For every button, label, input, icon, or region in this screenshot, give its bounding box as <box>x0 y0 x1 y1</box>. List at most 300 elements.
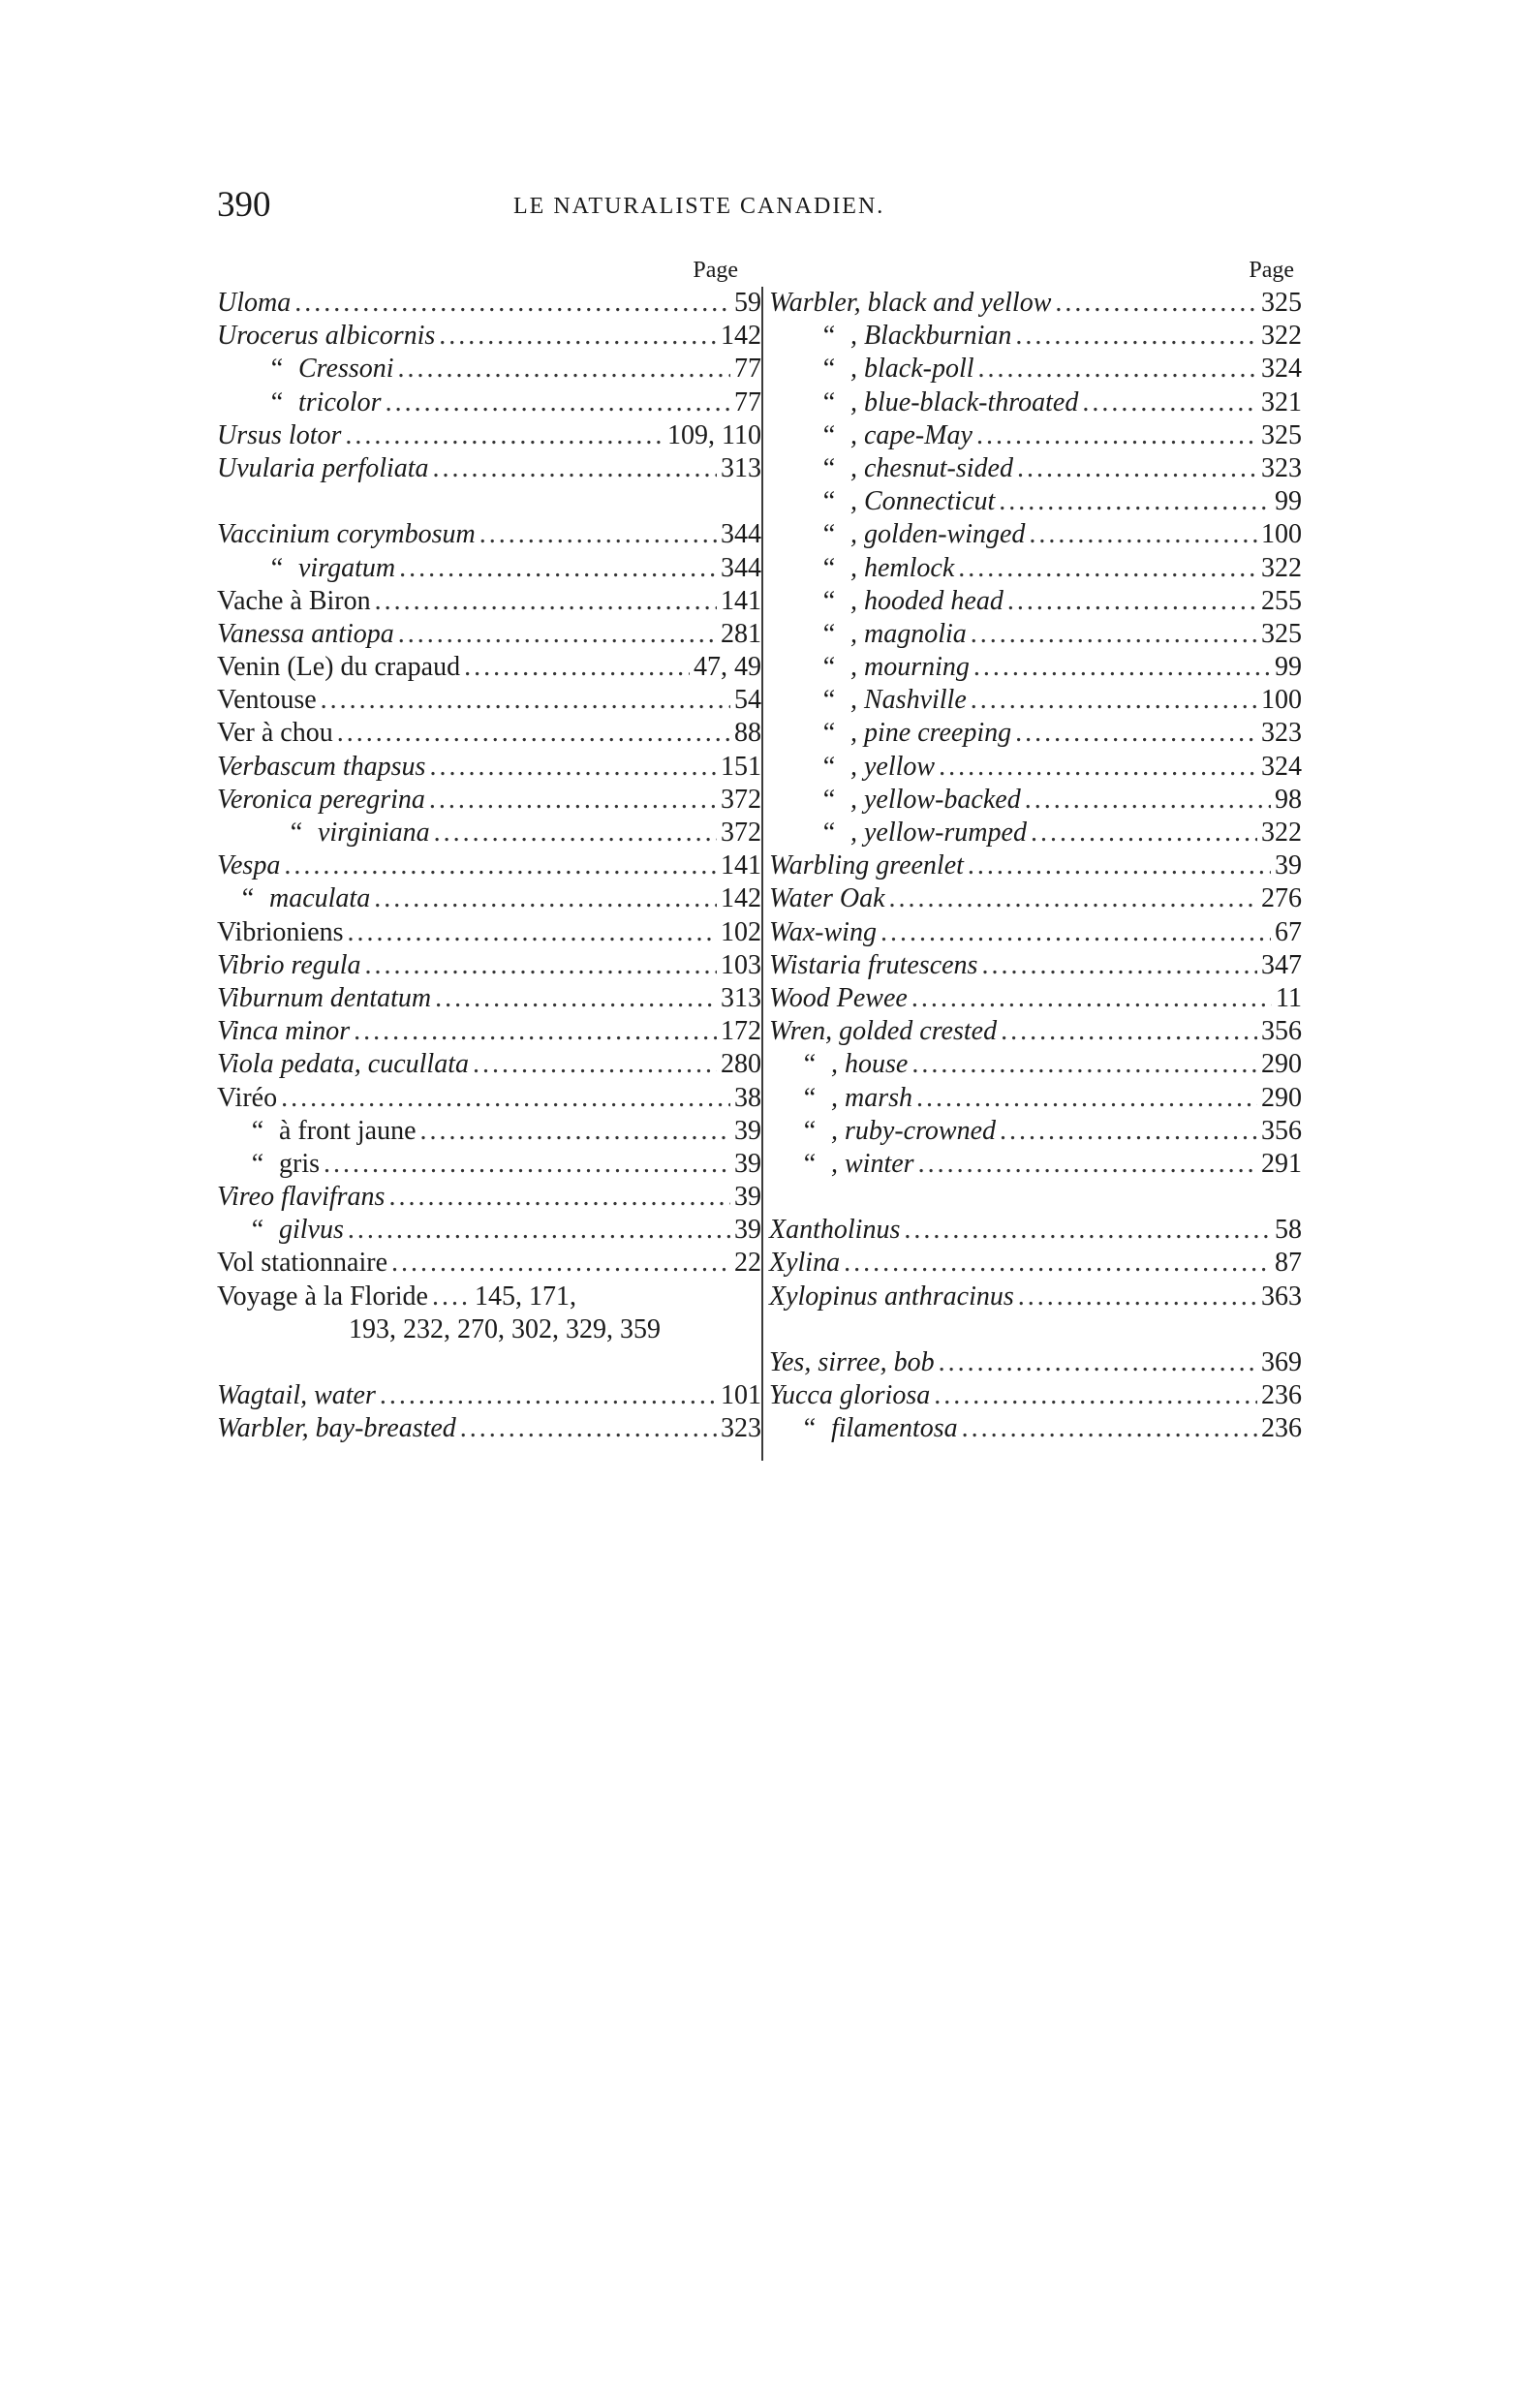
index-entry <box>217 1181 769 1214</box>
index-entry <box>217 949 769 982</box>
entry-pages: 151 <box>721 751 761 782</box>
index-column-right <box>769 254 1302 1446</box>
entry-term: Wax-wing <box>769 916 877 947</box>
dot-leader <box>398 353 730 386</box>
dot-leader <box>348 916 717 949</box>
dot-leader <box>1015 717 1257 750</box>
entry-pages: 322 <box>1261 818 1302 848</box>
dot-leader <box>978 353 1257 386</box>
dot-leader <box>1082 386 1257 419</box>
entry-pages: 88 <box>734 718 761 749</box>
page-column-heading <box>217 254 769 287</box>
index-entry-continuation <box>217 1313 769 1346</box>
dot-leader <box>916 1082 1257 1115</box>
dot-leader <box>439 320 717 353</box>
index-entry <box>769 817 1302 849</box>
entry-pages: 322 <box>1261 321 1302 352</box>
index-entry <box>217 1379 769 1412</box>
entry-term: Ventouse <box>217 685 317 716</box>
dot-leader <box>904 1214 1271 1247</box>
entry-term: Cressoni <box>298 354 394 385</box>
dot-leader <box>380 1379 717 1412</box>
ditto-mark: “ <box>251 1215 264 1246</box>
dot-leader <box>432 1281 471 1313</box>
index-entry <box>769 982 1302 1015</box>
ditto-mark: “ <box>822 685 836 716</box>
index-entry <box>769 618 1302 651</box>
entry-term: Vol stationnaire <box>217 1248 388 1279</box>
entry-pages: 11 <box>1276 982 1302 1013</box>
index-entry <box>769 287 1302 320</box>
dot-leader <box>1029 518 1257 551</box>
dot-leader <box>420 1115 731 1148</box>
entry-pages: 99 <box>1275 486 1302 517</box>
entry-pages: 276 <box>1261 883 1302 914</box>
entry-pages: 54 <box>734 685 761 716</box>
entry-pages: 39 <box>734 1182 761 1213</box>
entry-pages: 344 <box>721 552 761 583</box>
entry-pages: 100 <box>1261 519 1302 550</box>
ditto-mark: “ <box>241 883 255 914</box>
entry-term: , Blackburnian <box>850 321 1012 352</box>
entry-term: Wood Pewee <box>769 982 908 1013</box>
dot-leader <box>934 1379 1257 1412</box>
entry-pages: 369 <box>1261 1347 1302 1377</box>
dot-leader <box>434 817 717 849</box>
entry-term: Xylina <box>769 1248 841 1279</box>
dot-leader <box>958 552 1257 585</box>
ditto-mark: “ <box>822 354 836 385</box>
entry-term: Viola pedata, cucullata <box>217 1049 469 1080</box>
entry-term: Yes, sirree, bob <box>769 1347 935 1377</box>
entry-term: , golden-winged <box>850 519 1026 550</box>
blank-line <box>217 485 769 518</box>
entry-pages: 99 <box>1275 652 1302 683</box>
entry-term: Viréo <box>217 1082 278 1113</box>
entry-term: , pine creeping <box>850 718 1012 749</box>
index-entry <box>769 552 1302 585</box>
entry-pages: 344 <box>721 519 761 550</box>
ditto-mark: “ <box>251 1115 264 1146</box>
dot-leader <box>981 949 1257 982</box>
entry-pages: 291 <box>1261 1148 1302 1179</box>
dot-leader <box>1025 784 1271 817</box>
entry-term: virgatum <box>298 552 396 583</box>
index-entry <box>217 353 769 386</box>
entry-term: Xantholinus <box>769 1215 901 1246</box>
entry-pages: 313 <box>721 982 761 1013</box>
dot-leader <box>399 552 717 585</box>
dot-leader <box>1007 585 1257 618</box>
ditto-mark: “ <box>822 386 836 417</box>
entry-term: Vespa <box>217 850 281 881</box>
index-entry <box>769 882 1302 915</box>
ditto-mark: “ <box>822 718 836 749</box>
index-entry <box>217 684 769 717</box>
entry-pages: 141 <box>721 850 761 881</box>
dot-leader <box>968 849 1271 882</box>
entry-pages: 323 <box>1261 718 1302 749</box>
entry-pages: 372 <box>721 818 761 848</box>
entry-pages: 281 <box>721 618 761 649</box>
dot-leader <box>345 419 664 452</box>
entry-term: , mourning <box>850 652 970 683</box>
index-entry <box>769 353 1302 386</box>
entry-term: Venin (Le) du crapaud <box>217 652 461 683</box>
page-column-heading <box>769 254 1302 287</box>
index-entry <box>217 751 769 784</box>
index-entry <box>217 1048 769 1081</box>
index-entry <box>769 1082 1302 1115</box>
index-entry <box>769 949 1302 982</box>
entry-pages: 100 <box>1261 685 1302 716</box>
entry-pages: 236 <box>1261 1413 1302 1444</box>
index-entry <box>217 817 769 849</box>
entry-term: , Connecticut <box>850 486 996 517</box>
index-entry <box>769 1346 1302 1379</box>
entry-term: , yellow-rumped <box>850 818 1027 848</box>
index-entry <box>217 1247 769 1280</box>
dot-leader <box>284 849 717 882</box>
entry-term: virginiana <box>318 818 430 848</box>
entry-pages: 347 <box>1261 949 1302 980</box>
index-entry <box>769 849 1302 882</box>
entry-pages: 290 <box>1261 1049 1302 1080</box>
index-entry <box>217 651 769 684</box>
dot-leader <box>939 751 1257 784</box>
entry-term: Viburnum dentatum <box>217 982 432 1013</box>
blank-line <box>217 1346 769 1379</box>
entry-term: gilvus <box>279 1215 344 1246</box>
dot-leader <box>1018 1281 1257 1313</box>
entry-term: , cape-May <box>850 419 973 450</box>
entry-term: , magnolia <box>850 618 967 649</box>
dot-leader <box>973 651 1271 684</box>
entry-term: Wistaria frutescens <box>769 949 978 980</box>
entry-term: , yellow <box>850 751 936 782</box>
dot-leader <box>971 684 1257 717</box>
entry-term: tricolor <box>298 386 382 417</box>
entry-pages: 280 <box>721 1049 761 1080</box>
dot-leader <box>429 751 717 784</box>
running-header <box>217 184 1302 223</box>
entry-term: , winter <box>831 1148 914 1179</box>
index-entry <box>217 1082 769 1115</box>
dot-leader <box>918 1148 1257 1181</box>
entry-pages: 39 <box>1275 850 1302 881</box>
ditto-mark: “ <box>822 784 836 815</box>
dot-leader <box>391 1247 730 1280</box>
index-entry <box>769 1015 1302 1048</box>
blank-line <box>769 1181 1302 1214</box>
index-entry <box>769 717 1302 750</box>
ditto-mark: “ <box>822 618 836 649</box>
ditto-mark: “ <box>822 552 836 583</box>
entry-pages: 22 <box>734 1248 761 1279</box>
entry-pages: 67 <box>1275 916 1302 947</box>
index-entry <box>769 684 1302 717</box>
entry-pages: 255 <box>1261 585 1302 616</box>
index-entry <box>769 916 1302 949</box>
dot-leader <box>880 916 1271 949</box>
ditto-mark: “ <box>270 386 284 417</box>
dot-leader <box>844 1247 1271 1280</box>
index-entry <box>217 386 769 419</box>
page-number: 390 <box>217 185 271 225</box>
entry-term: , chesnut-sided <box>850 452 1013 483</box>
entry-pages: 142 <box>721 321 761 352</box>
index-entry <box>769 751 1302 784</box>
entry-pages: 39 <box>734 1215 761 1246</box>
index-entry <box>769 1048 1302 1081</box>
dot-leader <box>911 1048 1257 1081</box>
entry-term: Vireo flavifrans <box>217 1182 386 1213</box>
index-entry <box>217 982 769 1015</box>
entry-term: Wagtail, water <box>217 1380 376 1411</box>
entry-pages: 47, 49 <box>694 652 761 683</box>
dot-leader <box>294 287 730 320</box>
index-entry <box>769 485 1302 518</box>
dot-leader <box>460 1412 717 1445</box>
entry-term: , marsh <box>831 1082 913 1113</box>
ditto-mark: “ <box>822 818 836 848</box>
index-entry <box>769 1214 1302 1247</box>
entry-term: Verbascum thapsus <box>217 751 426 782</box>
entry-term: Vinca minor <box>217 1016 351 1047</box>
ditto-mark: “ <box>822 585 836 616</box>
ditto-mark: “ <box>803 1148 817 1179</box>
index-entry <box>769 1379 1302 1412</box>
entry-term: gris <box>279 1148 320 1179</box>
page-label: Page <box>693 258 738 283</box>
ditto-mark: “ <box>822 321 836 352</box>
entry-term: Warbling greenlet <box>769 850 964 881</box>
dot-leader <box>433 452 717 485</box>
dot-leader <box>321 684 730 717</box>
entry-pages: 101 <box>721 1380 761 1411</box>
running-title: LE NATURALISTE CANADIEN. <box>513 194 885 219</box>
dot-leader <box>1017 452 1257 485</box>
dot-leader <box>365 949 717 982</box>
entry-pages: 172 <box>721 1016 761 1047</box>
dot-leader <box>939 1346 1257 1379</box>
dot-leader <box>374 882 717 915</box>
entry-term: , ruby-crowned <box>831 1115 997 1146</box>
dot-leader <box>337 717 730 750</box>
entry-pages: 102 <box>721 916 761 947</box>
index-entry <box>769 1412 1302 1445</box>
entry-pages: 39 <box>734 1148 761 1179</box>
entry-term: Veronica peregrina <box>217 784 425 815</box>
ditto-mark: “ <box>803 1413 817 1444</box>
entry-term: maculata <box>269 883 371 914</box>
dot-leader <box>889 882 1257 915</box>
entry-pages: 38 <box>734 1082 761 1113</box>
entry-term: Water Oak <box>769 883 885 914</box>
index-entry <box>769 386 1302 419</box>
ditto-mark: “ <box>251 1148 264 1179</box>
index-entry <box>217 717 769 750</box>
entry-term: Wren, golded crested <box>769 1016 998 1047</box>
entry-pages: 356 <box>1261 1115 1302 1146</box>
index-entry <box>217 916 769 949</box>
index-entry <box>769 651 1302 684</box>
entry-pages: 98 <box>1275 784 1302 815</box>
index-entry <box>217 552 769 585</box>
entry-pages: 363 <box>1261 1281 1302 1312</box>
index-entry <box>217 287 769 320</box>
entry-term: Uloma <box>217 288 292 318</box>
dot-leader <box>464 651 690 684</box>
dot-leader <box>1031 817 1257 849</box>
ditto-mark: “ <box>822 519 836 550</box>
dot-leader <box>999 485 1271 518</box>
dot-leader <box>1001 1015 1257 1048</box>
entry-term: Vibrioniens <box>217 916 344 947</box>
entry-pages: 109, 110 <box>667 419 761 450</box>
index-entry <box>769 320 1302 353</box>
entry-term: Ursus lotor <box>217 419 342 450</box>
entry-term: , Nashville <box>850 685 967 716</box>
entry-pages: 323 <box>1261 452 1302 483</box>
dot-leader <box>388 1181 730 1214</box>
index-entry <box>769 452 1302 485</box>
dot-leader <box>324 1148 730 1181</box>
dot-leader <box>479 518 717 551</box>
ditto-mark: “ <box>822 751 836 782</box>
dot-leader <box>375 585 717 618</box>
entry-term: Xylopinus anthracinus <box>769 1281 1014 1312</box>
entry-pages: 141 <box>721 585 761 616</box>
ditto-mark: “ <box>803 1049 817 1080</box>
index-entry <box>217 1412 769 1445</box>
entry-pages: 372 <box>721 784 761 815</box>
entry-pages: 325 <box>1261 618 1302 649</box>
index-entry <box>217 618 769 651</box>
dot-leader <box>971 618 1257 651</box>
entry-pages: 193, 232, 270, 302, 329, 359 <box>349 1313 661 1344</box>
ditto-mark: “ <box>822 486 836 517</box>
entry-pages: 324 <box>1261 354 1302 385</box>
entry-pages: 322 <box>1261 552 1302 583</box>
entry-term: Vache à Biron <box>217 585 371 616</box>
entry-term: , hemlock <box>850 552 955 583</box>
index-entry <box>217 518 769 551</box>
index-entry <box>769 1115 1302 1148</box>
dot-leader <box>386 386 730 419</box>
entry-term: Voyage à la Floride <box>217 1281 428 1312</box>
index-entry <box>217 452 769 485</box>
index-entry <box>217 1115 769 1148</box>
entry-term: Vibrio regula <box>217 949 361 980</box>
index-column-left <box>217 254 769 1446</box>
entry-pages: 77 <box>734 386 761 417</box>
index-entry <box>769 419 1302 452</box>
index-entry <box>217 419 769 452</box>
index-entry <box>769 1281 1302 1313</box>
entry-pages: 321 <box>1261 386 1302 417</box>
dot-leader <box>911 982 1272 1015</box>
entry-pages: 325 <box>1261 419 1302 450</box>
dot-leader <box>435 982 717 1015</box>
entry-pages: 58 <box>1275 1215 1302 1246</box>
entry-pages: 313 <box>721 452 761 483</box>
index-entry <box>217 1015 769 1048</box>
index-entry <box>217 849 769 882</box>
entry-pages: 145, 171, <box>474 1281 576 1312</box>
index-entry <box>769 784 1302 817</box>
entry-term: Warbler, bay-breasted <box>217 1413 456 1444</box>
index-entry <box>769 1148 1302 1181</box>
dot-leader <box>1055 287 1257 320</box>
entry-pages: 324 <box>1261 751 1302 782</box>
entry-term: , black-poll <box>850 354 974 385</box>
index-entry <box>217 882 769 915</box>
index-entry <box>217 1281 769 1313</box>
entry-pages: 59 <box>734 288 761 318</box>
ditto-mark: “ <box>822 452 836 483</box>
entry-pages: 142 <box>721 883 761 914</box>
page-label: Page <box>1249 258 1294 283</box>
entry-pages: 87 <box>1275 1248 1302 1279</box>
index-entry <box>769 518 1302 551</box>
entry-pages: 103 <box>721 949 761 980</box>
entry-pages: 39 <box>734 1115 761 1146</box>
entry-pages: 290 <box>1261 1082 1302 1113</box>
dot-leader <box>429 784 717 817</box>
entry-term: Yucca gloriosa <box>769 1380 931 1411</box>
dot-leader <box>976 419 1257 452</box>
ditto-mark: “ <box>803 1082 817 1113</box>
index-entry <box>217 1214 769 1247</box>
entry-term: Vaccinium corymbosum <box>217 519 476 550</box>
index-entry <box>217 320 769 353</box>
dot-leader <box>962 1412 1257 1445</box>
dot-leader <box>1000 1115 1257 1148</box>
entry-pages: 325 <box>1261 288 1302 318</box>
ditto-mark: “ <box>270 552 284 583</box>
dot-leader <box>398 618 717 651</box>
index-entry <box>769 585 1302 618</box>
ditto-mark: “ <box>290 818 303 848</box>
dot-leader <box>354 1015 717 1048</box>
entry-pages: 356 <box>1261 1016 1302 1047</box>
entry-term: , blue-black-throated <box>850 386 1079 417</box>
entry-term: à front jaune <box>279 1115 417 1146</box>
ditto-mark: “ <box>822 652 836 683</box>
entry-term: Uvularia perfoliata <box>217 452 429 483</box>
blank-line <box>769 1313 1302 1346</box>
entry-pages: 77 <box>734 354 761 385</box>
index-entry <box>217 1148 769 1181</box>
entry-term: Vanessa antiopa <box>217 618 394 649</box>
dot-leader <box>348 1214 730 1247</box>
ditto-mark: “ <box>270 354 284 385</box>
index-entry <box>769 1247 1302 1280</box>
index-entry <box>217 784 769 817</box>
entry-term: Urocerus albicornis <box>217 321 436 352</box>
entry-pages: 236 <box>1261 1380 1302 1411</box>
entry-term: filamentosa <box>831 1413 958 1444</box>
entry-term: , hooded head <box>850 585 1004 616</box>
entry-term: , yellow-backed <box>850 784 1021 815</box>
dot-leader <box>281 1082 730 1115</box>
index-entry <box>217 585 769 618</box>
ditto-mark: “ <box>803 1115 817 1146</box>
entry-term: , house <box>831 1049 909 1080</box>
dot-leader <box>473 1048 717 1081</box>
ditto-mark: “ <box>822 419 836 450</box>
